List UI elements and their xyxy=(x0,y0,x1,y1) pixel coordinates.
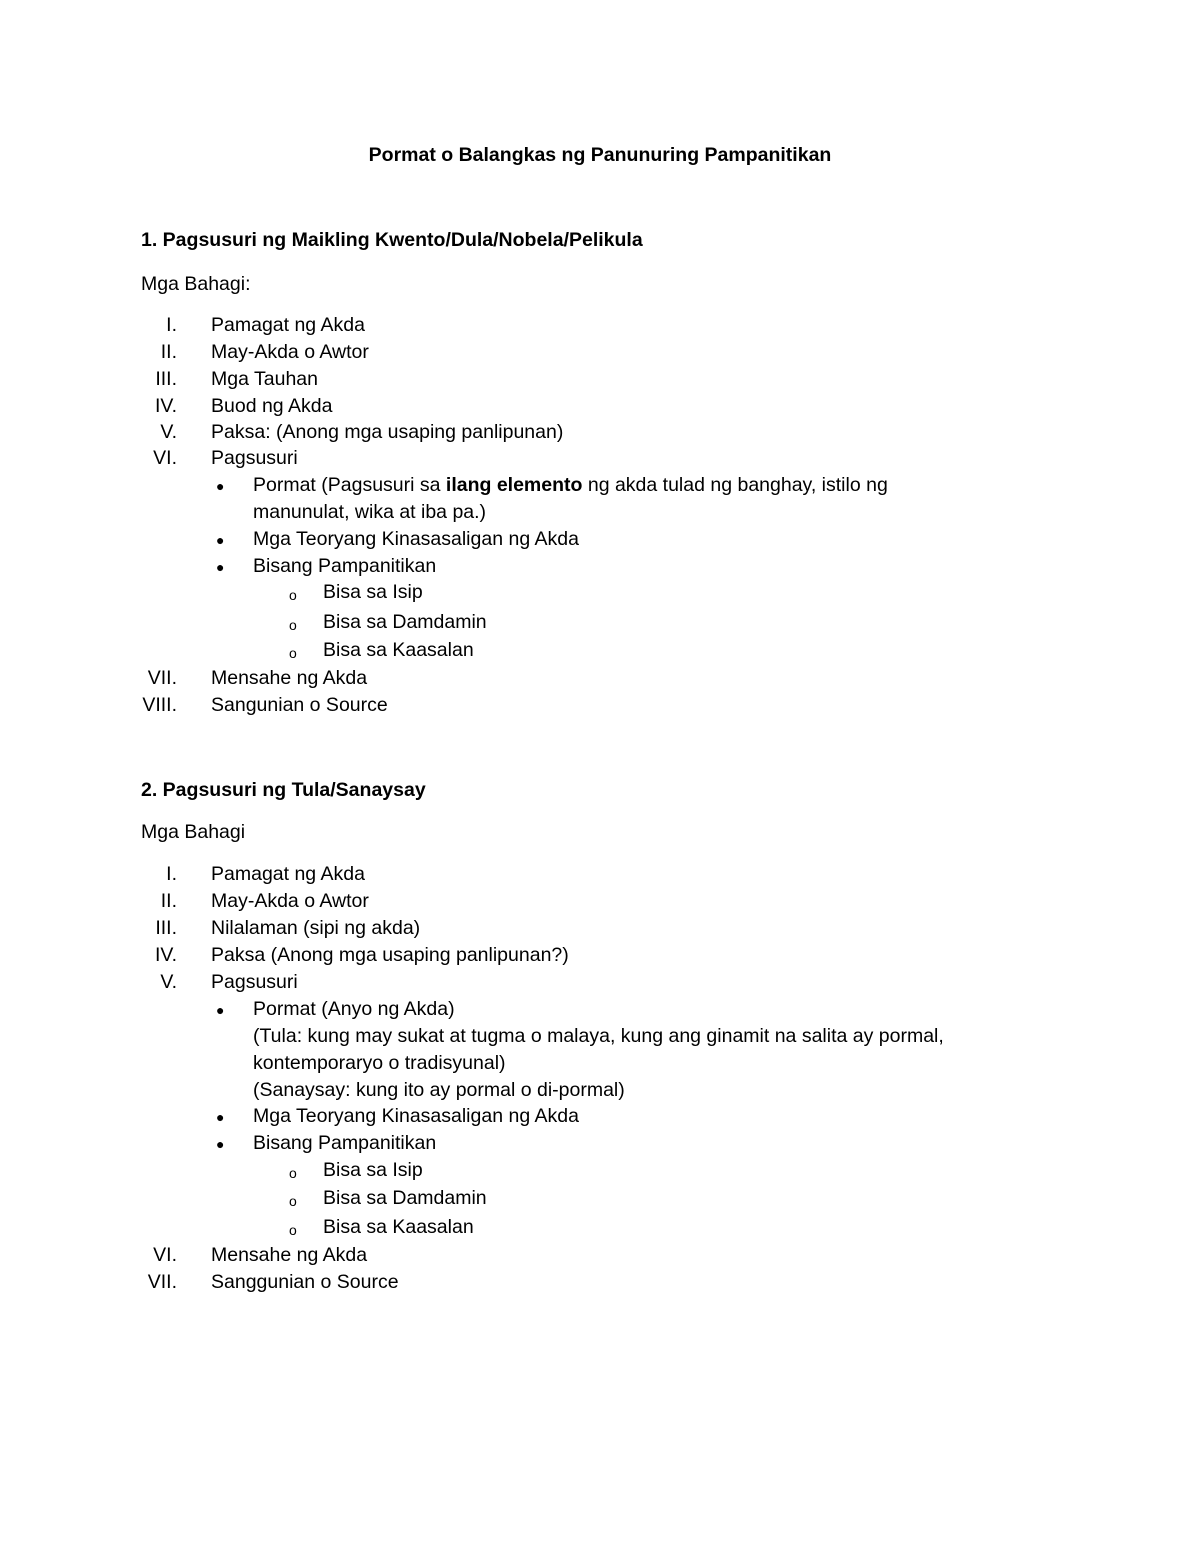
s1-item-text: Sangunian o Source xyxy=(211,694,388,716)
s1-item-num: VI. xyxy=(153,447,177,469)
s2-bullet1-line2: (Tula: kung may sukat at tugma o malaya, kung ang ginamit na salita ay pormal, xyxy=(253,1025,944,1047)
s2-bullet2: Mga Teoryang Kinasasaligan ng Akda xyxy=(253,1105,579,1127)
s2-item-text: Nilalaman (sipi ng akda) xyxy=(211,917,421,939)
s1-item-text: May-Akda o Awtor xyxy=(211,341,369,363)
s1-bullet3: Bisang Pampanitikan xyxy=(253,555,437,577)
circle-bullet-icon: o xyxy=(289,1193,297,1209)
s1-item-text: Paksa: (Anong mga usaping panlipunan) xyxy=(211,421,564,443)
s1-bullet1 xyxy=(253,473,888,497)
s1-item-num: VII. xyxy=(147,667,177,689)
section2-heading: 2. Pagsusuri ng Tula/Sanaysay xyxy=(141,779,426,801)
s1-bullet1-pre: Pormat (Pagsusuri sa xyxy=(253,474,446,496)
s1-bullet1-cont: manunulat, wika at iba pa.) xyxy=(253,501,487,523)
s2-item-text: Paksa (Anong mga usaping panlipunan?) xyxy=(211,944,569,966)
s2-bullet1-line4: (Sanaysay: kung ito ay pormal o di-pormal) xyxy=(253,1079,625,1101)
s2-bullet1: Pormat (Anyo ng Akda) xyxy=(253,998,455,1020)
s1-item-text: Pamagat ng Akda xyxy=(211,314,365,336)
document-title: Pormat o Balangkas ng Panunuring Pampanitikan xyxy=(368,144,832,166)
section2-subheading: Mga Bahagi xyxy=(141,821,246,843)
s2-bullet3: Bisang Pampanitikan xyxy=(253,1132,437,1154)
circle-bullet-icon: o xyxy=(289,1222,297,1238)
s2-item-num: IV. xyxy=(154,944,177,966)
circle-bullet-icon: o xyxy=(289,617,297,633)
section1-heading: 1. Pagsusuri ng Maikling Kwento/Dula/Nobela/Pelikula xyxy=(141,229,643,251)
s1-bullet1-post: ng akda tulad ng banghay, istilo ng xyxy=(582,474,888,496)
circle-bullet-icon: o xyxy=(289,587,297,603)
s2-sub-item: Bisa sa Kaasalan xyxy=(323,1216,474,1238)
s1-bullet2: Mga Teoryang Kinasasaligan ng Akda xyxy=(253,528,579,550)
s2-item-text: Pamagat ng Akda xyxy=(211,863,365,885)
bullet-icon: ● xyxy=(216,1136,225,1152)
s1-bullet1-bold: ilang elemento xyxy=(445,474,583,496)
bullet-icon: ● xyxy=(216,1109,225,1125)
s1-item-num: III. xyxy=(155,368,177,390)
s1-item-text: Buod ng Akda xyxy=(211,395,333,417)
bullet-icon: ● xyxy=(216,478,225,494)
circle-bullet-icon: o xyxy=(289,1165,297,1181)
s1-sub-item: Bisa sa Isip xyxy=(323,581,423,603)
s1-sub-item: Bisa sa Damdamin xyxy=(323,611,487,633)
s2-bullet1-line3: kontemporaryo o tradisyunal) xyxy=(253,1052,506,1074)
s1-item-num: VIII. xyxy=(142,694,177,716)
s1-item-text: Pagsusuri xyxy=(211,447,298,469)
s1-item-text: Mga Tauhan xyxy=(211,368,318,390)
bullet-icon: ● xyxy=(216,559,225,575)
s1-item-text: Mensahe ng Akda xyxy=(211,667,368,689)
s2-sub-item: Bisa sa Damdamin xyxy=(323,1187,487,1209)
s2-item-num: III. xyxy=(155,917,177,939)
section1-subheading: Mga Bahagi: xyxy=(141,273,251,295)
s1-item-num: V. xyxy=(160,421,177,443)
s2-item-text: Pagsusuri xyxy=(211,971,298,993)
s1-item-num: II. xyxy=(160,341,177,363)
s2-item-num: II. xyxy=(160,890,177,912)
s1-item-num: I. xyxy=(166,314,177,336)
s2-sub-item: Bisa sa Isip xyxy=(323,1159,423,1181)
circle-bullet-icon: o xyxy=(289,645,297,661)
s2-item-text: Mensahe ng Akda xyxy=(211,1244,368,1266)
s2-item-num: VI. xyxy=(153,1244,177,1266)
s2-item-text: May-Akda o Awtor xyxy=(211,890,369,912)
s2-item-text: Sanggunian o Source xyxy=(211,1271,399,1293)
bullet-icon: ● xyxy=(216,532,225,548)
s2-item-num: VII. xyxy=(147,1271,177,1293)
s2-item-num: I. xyxy=(166,863,177,885)
s2-item-num: V. xyxy=(160,971,177,993)
s1-sub-item: Bisa sa Kaasalan xyxy=(323,639,474,661)
s1-item-num: IV. xyxy=(154,395,177,417)
bullet-icon: ● xyxy=(216,1002,225,1018)
